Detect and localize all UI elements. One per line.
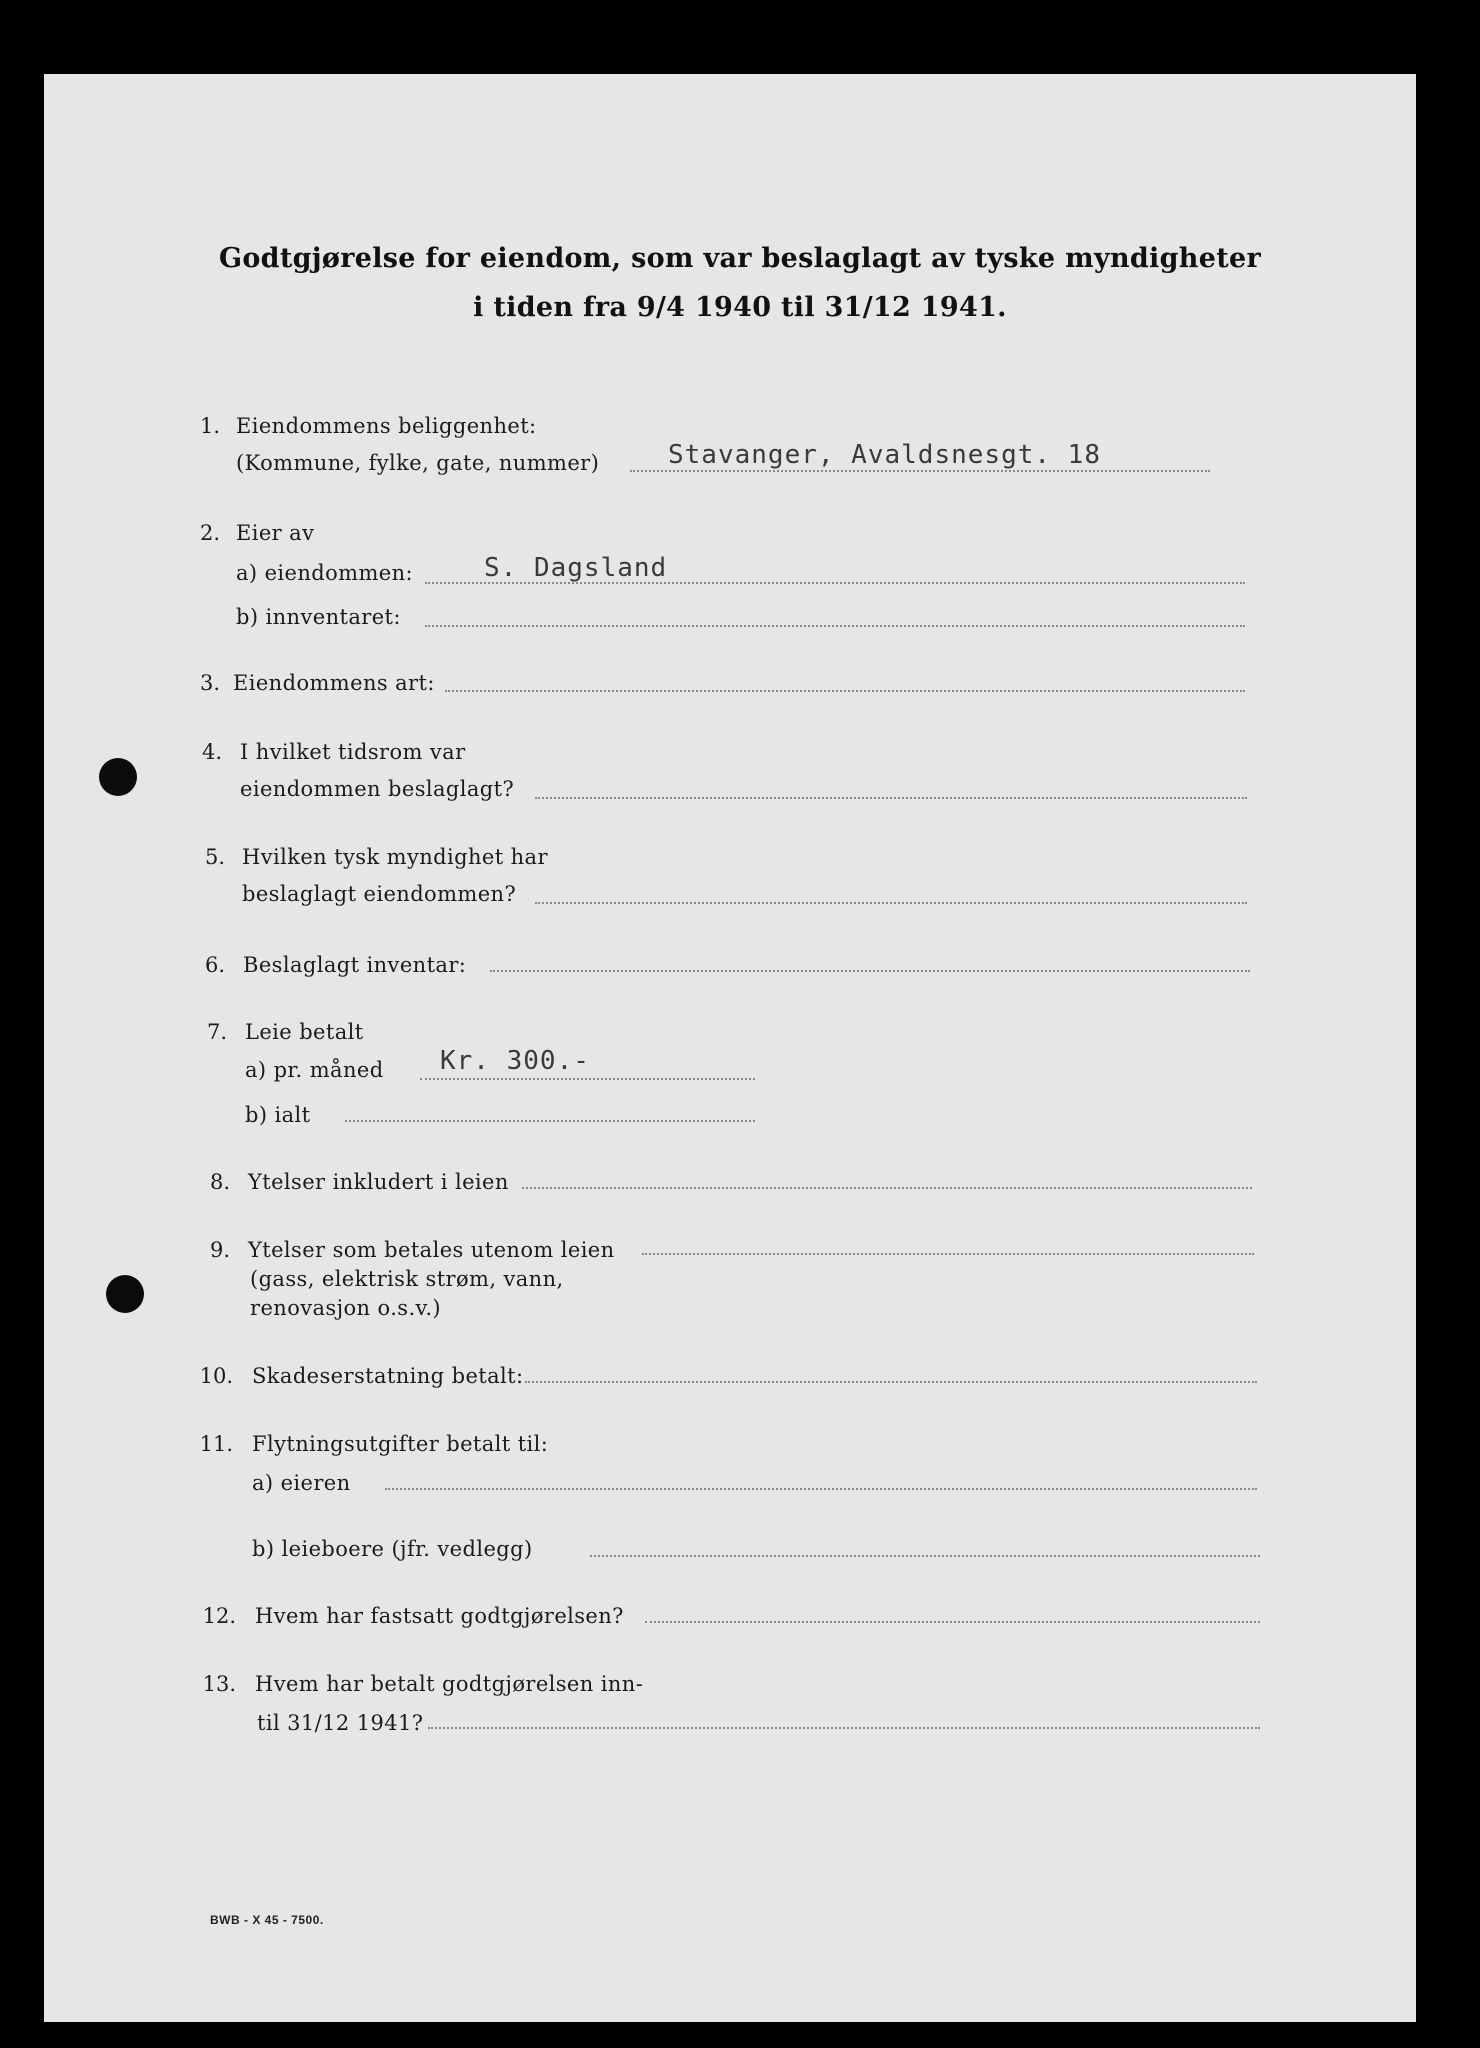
item-13-answer-line [428, 1727, 1260, 1729]
item-12-number: 12. [202, 1604, 236, 1628]
item-7-label: Leie betalt [245, 1020, 364, 1044]
item-5-sublabel: beslaglagt eiendommen? [242, 882, 517, 906]
item-8-number: 8. [209, 1170, 230, 1194]
item-6-number: 6. [204, 953, 225, 977]
item-11a-label: a) eieren [252, 1471, 351, 1495]
item-1-sublabel: (Kommune, fylke, gate, nummer) [236, 451, 600, 475]
item-9-sublabel1: (gass, elektrisk strøm, vann, [250, 1267, 564, 1291]
item-1-answer-line [630, 470, 1210, 472]
item-9-answer-line [642, 1253, 1254, 1255]
item-11-number: 11. [199, 1432, 233, 1456]
document-sheet [44, 74, 1416, 2022]
item-8-label: Ytelser inkludert i leien [248, 1170, 509, 1194]
item-9-label: Ytelser som betales utenom leien [248, 1238, 615, 1262]
item-7-number: 7. [206, 1020, 227, 1044]
item-3-label: Eiendommens art: [233, 671, 435, 695]
item-13-sublabel: til 31/12 1941? [257, 1711, 424, 1735]
punch-hole-bottom [106, 1275, 144, 1313]
item-7b-label: b) ialt [245, 1103, 311, 1127]
item-2-number: 2. [199, 521, 220, 545]
item-4-label: I hvilket tidsrom var [240, 740, 466, 764]
item-5-answer-line [535, 902, 1247, 904]
item-4-number: 4. [201, 740, 222, 764]
item-7a-answer-line [420, 1078, 755, 1080]
item-2a-answer: S. Dagsland [484, 553, 668, 583]
item-1-answer: Stavanger, Avaldsnesgt. 18 [668, 440, 1101, 470]
item-3-answer-line [445, 690, 1245, 692]
item-9-sublabel2: renovasjon o.s.v.) [250, 1296, 441, 1320]
printer-code: BWB - X 45 - 7500. [210, 1913, 324, 1927]
item-5-number: 5. [204, 845, 225, 869]
item-7a-label: a) pr. måned [245, 1058, 384, 1082]
item-11b-answer-line [590, 1555, 1260, 1557]
item-6-label: Beslaglagt inventar: [243, 953, 467, 977]
item-10-number: 10. [199, 1364, 233, 1388]
item-2a-label: a) eiendommen: [236, 561, 414, 585]
item-11-label: Flytningsutgifter betalt til: [252, 1432, 549, 1456]
item-1-number: 1. [199, 414, 220, 438]
item-11b-label: b) leieboere (jfr. vedlegg) [252, 1537, 533, 1561]
item-8-answer-line [522, 1187, 1252, 1189]
item-13-number: 13. [202, 1672, 236, 1696]
item-11a-answer-line [385, 1488, 1257, 1490]
punch-hole-top [99, 758, 137, 796]
item-4-sublabel: eiendommen beslaglagt? [240, 777, 515, 801]
item-6-answer-line [490, 970, 1250, 972]
form-title-line1: Godtgjørelse for eiendom, som var beslaglagt av tyske myndigheter [219, 243, 1261, 274]
item-2b-label: b) innventaret: [236, 605, 401, 629]
item-1-label: Eiendommens beliggenhet: [236, 414, 537, 438]
form-title-line2: i tiden fra 9/4 1940 til 31/12 1941. [473, 292, 1007, 323]
item-12-answer-line [645, 1621, 1260, 1623]
item-4-answer-line [535, 797, 1247, 799]
item-12-label: Hvem har fastsatt godtgjørelsen? [255, 1604, 624, 1628]
item-3-number: 3. [199, 671, 220, 695]
item-9-number: 9. [209, 1238, 230, 1262]
item-10-answer-line [525, 1381, 1257, 1383]
item-2-label: Eier av [236, 521, 315, 545]
item-7a-answer: Kr. 300.- [440, 1046, 590, 1076]
item-2b-answer-line [425, 625, 1245, 627]
item-5-label: Hvilken tysk myndighet har [242, 845, 548, 869]
item-7b-answer-line [345, 1120, 755, 1122]
item-13-label: Hvem har betalt godtgjørelsen inn- [255, 1672, 644, 1696]
item-10-label: Skadeserstatning betalt: [252, 1364, 524, 1388]
